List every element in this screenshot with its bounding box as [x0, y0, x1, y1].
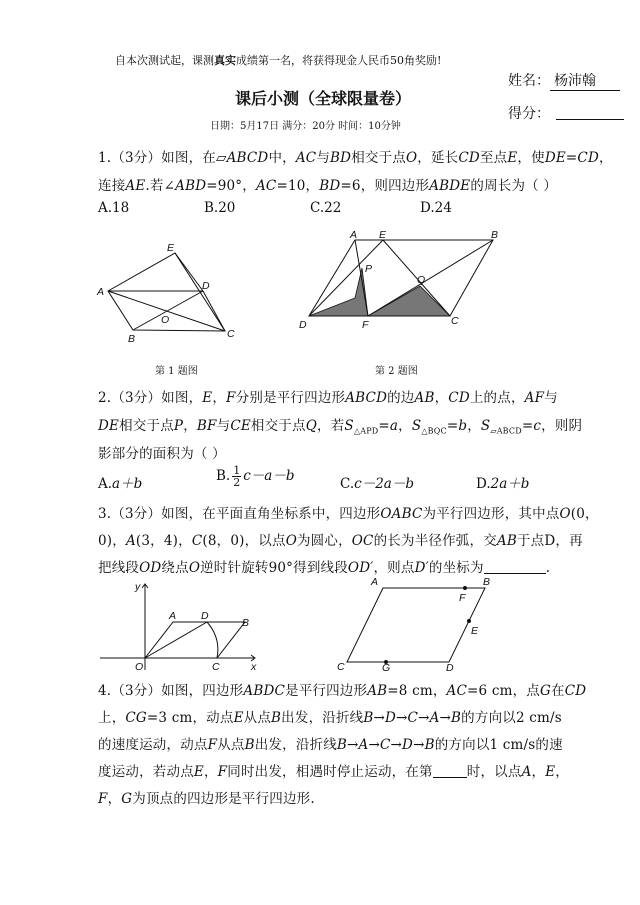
q4-answer-blank [433, 764, 467, 778]
q4-line-3: 的速度运动，动点F从点B出发，沿折线B→A→C→D→B的方向以1 cm/s的速 [98, 737, 563, 753]
q3-line-1: 3.（3分）如图，在平面直角坐标系中，四边形OABC为平行四边形，其中点O(0， [98, 506, 599, 522]
fig4-label-c: C [337, 661, 345, 673]
fig4-point-f [463, 586, 467, 590]
fig1-label-c: C [227, 328, 235, 340]
fig2-label-b: B [491, 229, 499, 241]
fig3-label-c: C [212, 661, 220, 673]
fig1-caption: 第 1 题图 [155, 366, 198, 377]
fig2-label-q: Q [417, 274, 426, 286]
q1-line-2: 连接AE.若∠ABD=90°，AC=10，BD=6，则四边形ABDE的周长为（ ） [98, 178, 558, 194]
q2-option-b: B. $\frac{1}{2}$ c－a－b [216, 464, 295, 489]
name-field: 姓名： 杨沛翰 [508, 70, 620, 91]
figure-3 [95, 578, 265, 673]
fig1-label-b: B [128, 333, 136, 345]
q1-line-1: 1.（3分）如图，在▱ABCD中，AC与BD相交于点O，延长CD至点E，使DE=CD， [98, 150, 613, 166]
fig3-label-d: D [201, 610, 209, 622]
fig3-label-x: x [251, 661, 257, 673]
score-field: 得分： [508, 103, 624, 123]
fig3-od [145, 622, 207, 658]
q2-line-1: 2.（3分）如图，E，F分别是平行四边形ABCD的边AB，CD上的点，AF与 [98, 390, 558, 406]
score-blank [556, 105, 624, 120]
fig2-label-d: D [299, 319, 307, 331]
fig3-arc [207, 622, 218, 658]
q1-option-d: D.24 [420, 200, 452, 216]
fig1-label-d: D [202, 280, 210, 292]
name-value: 杨沛翰 [550, 70, 620, 91]
reward-notice: 自本次测试起，课测真实成绩第一名，将获得现金人民币50角奖励! [115, 54, 442, 67]
fig4-label-a: A [371, 576, 379, 588]
fig4-label-b: B [483, 576, 491, 588]
q2-line-3: 影部分的面积为（ ） [98, 446, 226, 462]
q2-option-a: A.a＋b [98, 476, 143, 492]
fig4-label-f: F [459, 592, 466, 604]
q2-line-2: DE相交于点P，BF与CE相交于点Q，若$S_{\triangle APD}=a$，$S_{\triangle BQC}=b$，$S_{▱ABCD}=c$，则阴 [98, 418, 583, 436]
page-title: 课后小测（全球限量卷） [235, 89, 412, 108]
fig4-label-d: D [446, 662, 454, 674]
fig3-label-b: B [242, 617, 250, 629]
fig2-label-e: E [379, 229, 387, 241]
fig4-point-e [467, 619, 471, 623]
fig4-label-g: G [382, 662, 391, 674]
fig3-label-y: y [135, 581, 141, 593]
fig2-label-p: P [365, 263, 373, 275]
q2-option-d: D.2a＋b [476, 476, 530, 492]
figure-1 [95, 238, 245, 353]
q4-line-4: 度运动，若动点E，F同时出发，相遇时停止运动，在第 时，以点A，E， [98, 764, 569, 780]
q2-option-c: C.c－2a－b [340, 476, 414, 492]
fig3-parallelogram [145, 622, 245, 658]
fig2-label-a: A [350, 229, 358, 241]
fig4-label-e: E [471, 625, 479, 637]
q3-line-2: 0)，A(3，4)，C(8，0)，以点O为圆心，OC的长为半径作弧，交AB于点D，再 [98, 533, 583, 549]
q1-option-c: C.22 [310, 200, 342, 216]
fig2-label-f: F [362, 319, 369, 331]
q3-line-3: 把线段OD绕点O逆时针旋转90°得到线段OD′，则点D′的坐标为 . [98, 560, 551, 576]
q1-option-a: A.18 [98, 200, 130, 216]
q4-line-1: 4.（3分）如图，四边形ABDC是平行四边形AB=8 cm，AC=6 cm，点G在CD [98, 683, 587, 699]
q1-option-b: B.20 [204, 200, 236, 216]
figure-4 [333, 574, 513, 674]
fig2-caption: 第 2 题图 [375, 366, 418, 377]
fig1-label-o: O [161, 314, 170, 326]
figure-2 [295, 228, 515, 338]
q4-line-5: F，G为顶点的四边形是平行四边形. [98, 791, 315, 807]
fig3-label-a: A [169, 610, 177, 622]
exam-meta: 日期：5月17日 满分：20分 时间：10分钟 [210, 121, 401, 132]
fig1-label-e: E [167, 242, 175, 254]
q4-line-2: 上，CG=3 cm，动点E从点B出发，沿折线B→D→C→A→B的方向以2 cm/s [98, 710, 562, 726]
fig3-label-o: O [135, 661, 144, 673]
fig1-label-a: A [97, 286, 105, 298]
fig2-label-c: C [451, 315, 459, 327]
fig1-ed [175, 253, 203, 291]
fig2-shade-left [309, 268, 368, 316]
q3-answer-blank [484, 560, 546, 574]
